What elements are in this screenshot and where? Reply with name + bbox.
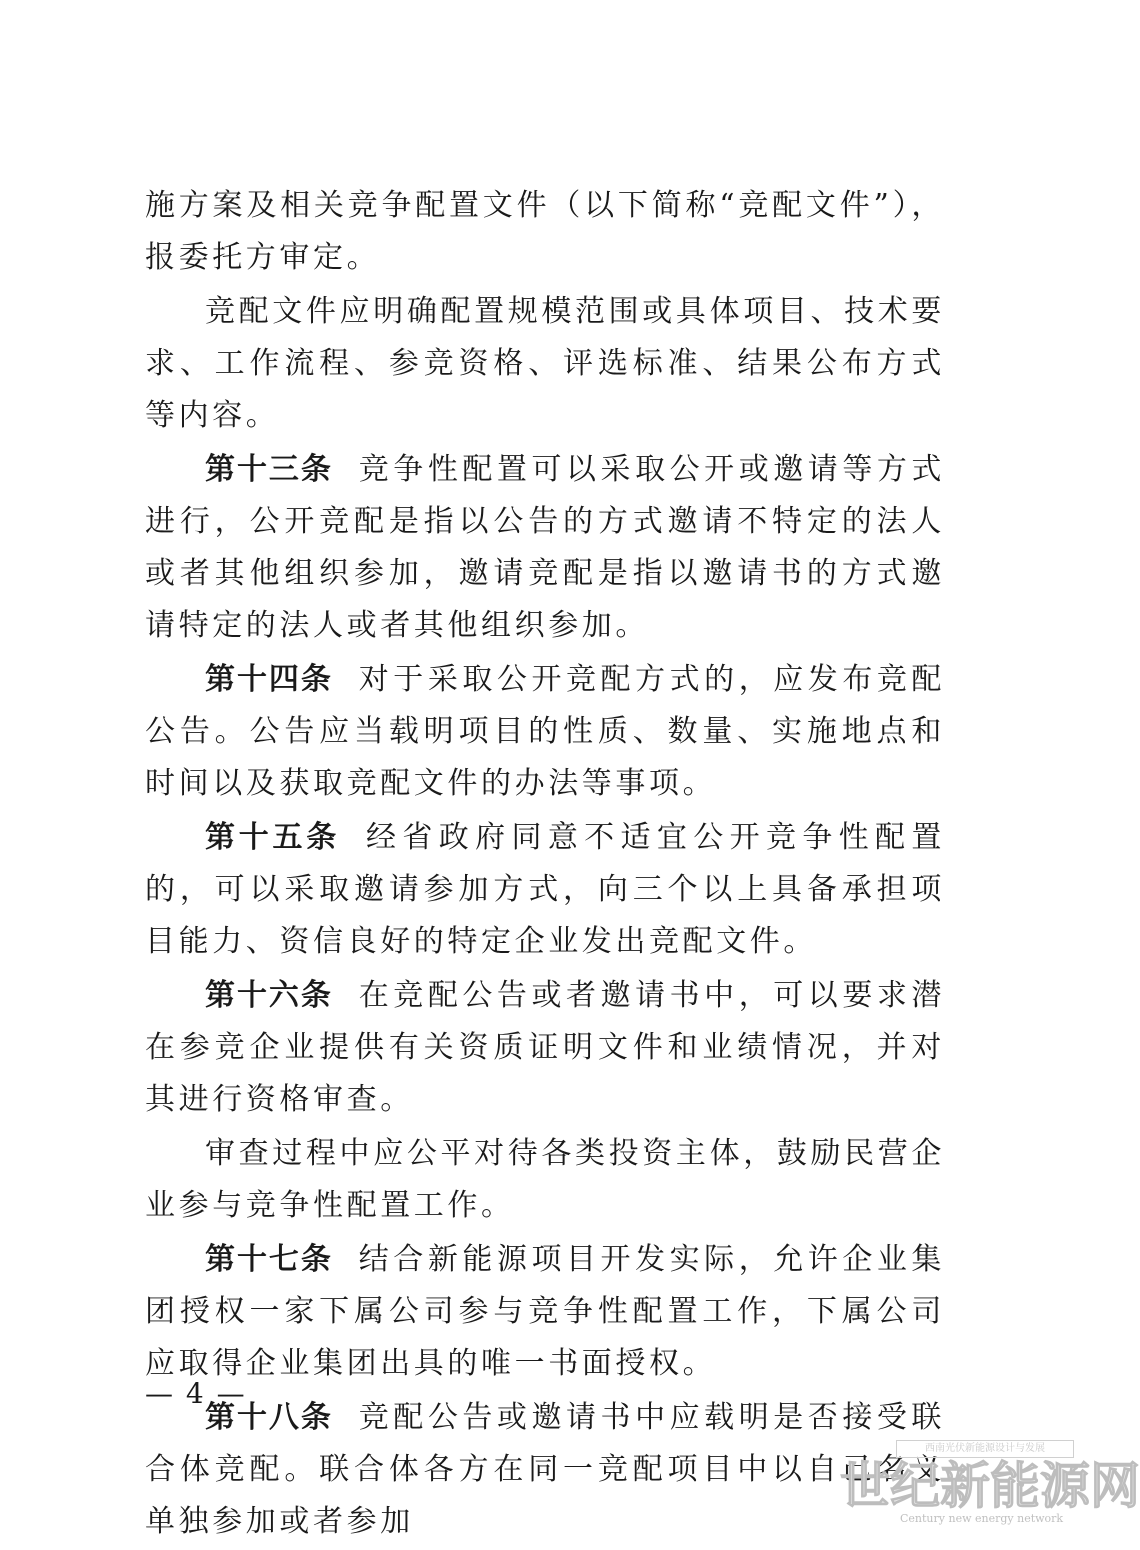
article-number: 第十四条 — [205, 662, 333, 697]
paragraph-text: 施方案及相关竞争配置文件（以下简称“竞配文件”），报委托方审定。 — [145, 188, 945, 275]
paragraph-text: 对于采取公开竞配方式的，应发布竞配公告。公告应当载明项目的性质、数量、实施地点和时间以及获取竞配文件的办法等事项。 — [145, 662, 946, 801]
article-13 — [145, 444, 945, 652]
document-body — [145, 180, 945, 1550]
paragraph — [145, 286, 945, 442]
article-16 — [145, 970, 945, 1126]
watermark-logo — [840, 1440, 1140, 1525]
watermark-title: 世纪新能源网 — [840, 1457, 1140, 1515]
article-number: 第十三条 — [205, 452, 333, 487]
paragraph-text: 审查过程中应公平对待各类投资主体，鼓励民营企业参与竞争性配置工作。 — [145, 1136, 945, 1223]
article-number: 第十五条 — [205, 820, 341, 855]
article-18 — [145, 1392, 945, 1548]
article-number: 第十六条 — [205, 978, 333, 1013]
paragraph-text: 竞争性配置可以采取公开或邀请等方式进行，公开竞配是指以公告的方式邀请不特定的法人或者其他组织参加，邀请竞配是指以邀请书的方式邀请特定的法人或者其他组织参加。 — [145, 452, 946, 643]
page-number: — 4 — — [145, 1377, 247, 1410]
watermark-subtitle: Century new energy network — [900, 1512, 1064, 1525]
paragraph — [145, 180, 945, 284]
paragraph-text: 竞配文件应明确配置规模范围或具体项目、技术要求、工作流程、参竞资格、评选标准、结果公布方式等内容。 — [145, 294, 945, 433]
paragraph-text: 在竞配公告或者邀请书中，可以要求潜在参竞企业提供有关资质证明文件和业绩情况，并对其进行资格审查。 — [145, 978, 946, 1117]
paragraph-text: 竞配公告或邀请书中应载明是否接受联合体竞配。联合体各方在同一竞配项目中以自己名义单独参加或者参加 — [145, 1400, 946, 1539]
paragraph-text: 经省政府同意不适宜公开竞争性配置的，可以采取邀请参加方式，向三个以上具备承担项目能力、资信良好的特定企业发出竞配文件。 — [145, 820, 945, 959]
paragraph-text: 结合新能源项目开发实际，允许企业集团授权一家下属公司参与竞争性配置工作，下属公司应取得企业集团出具的唯一书面授权。 — [145, 1242, 946, 1381]
paragraph — [145, 1128, 945, 1232]
article-15 — [145, 812, 945, 968]
article-number: 第十八条 — [205, 1400, 333, 1435]
article-17 — [145, 1234, 945, 1390]
article-number: 第十七条 — [205, 1242, 333, 1277]
watermark-caption: 西南光伏新能源设计与发展 — [896, 1440, 1074, 1458]
article-14 — [145, 654, 945, 810]
